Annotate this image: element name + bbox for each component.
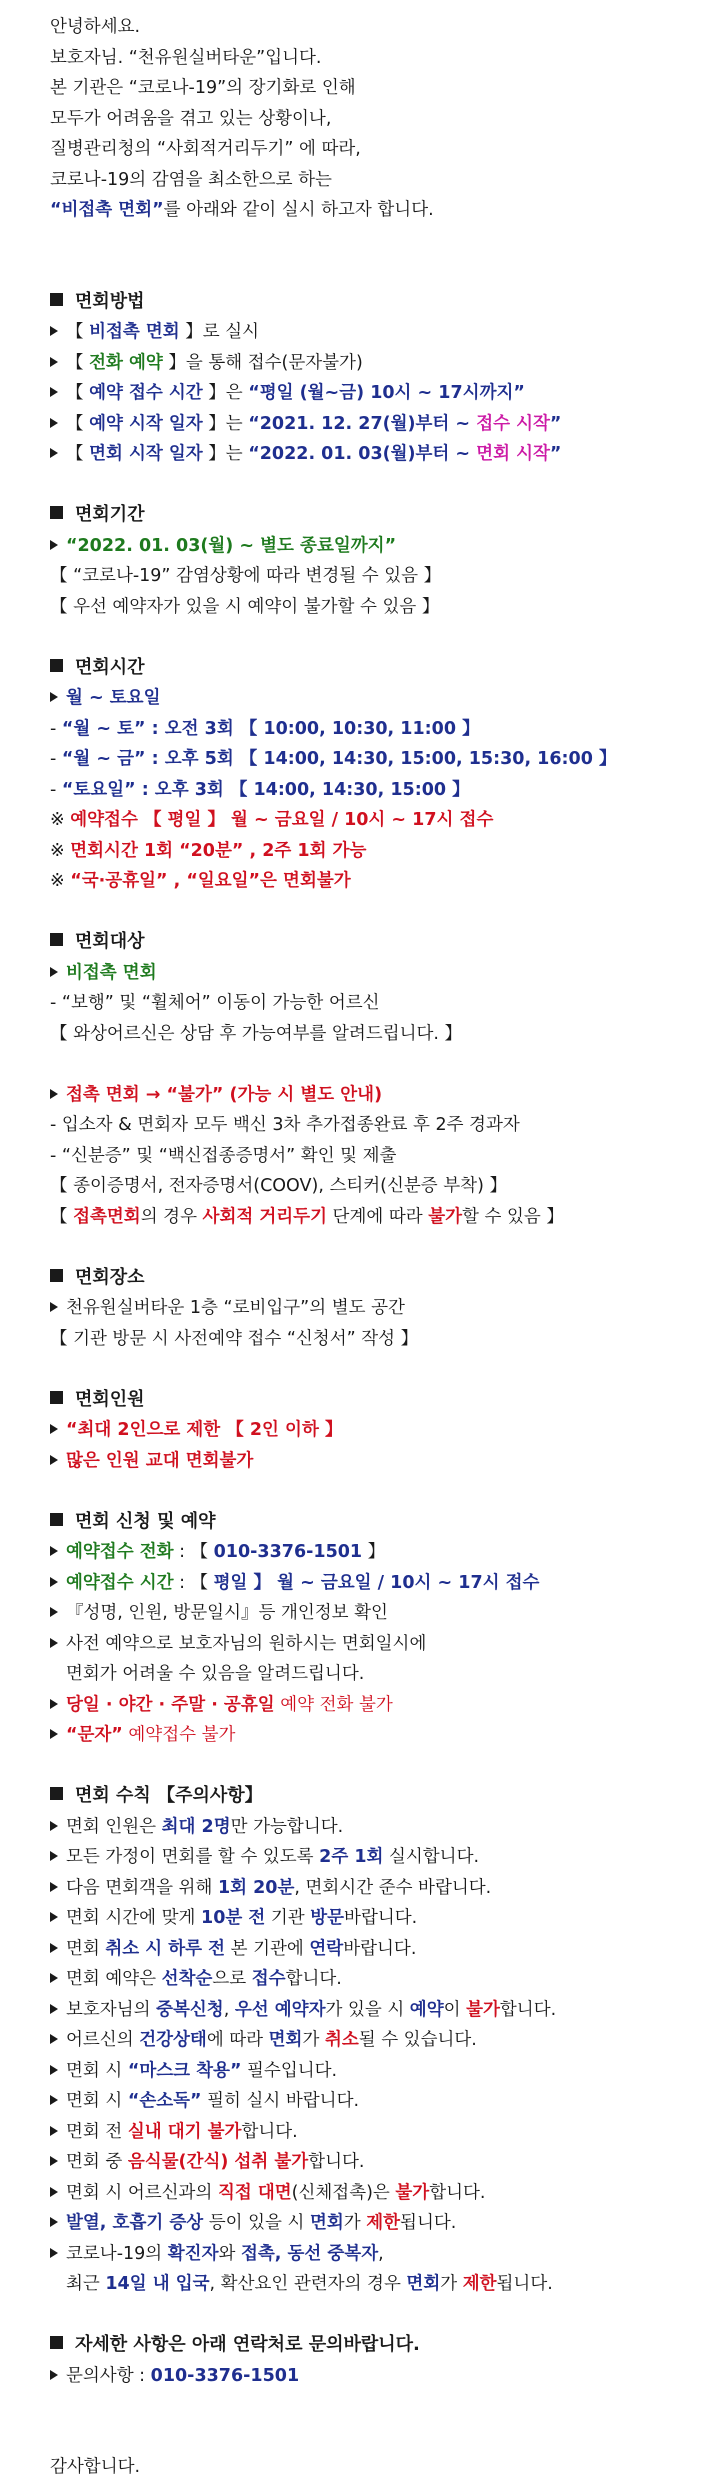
- text-segment: 예약 접수 시간: [89, 383, 203, 403]
- text-segment: “토요일” : 오후 3회 【 14:00, 14:30, 15:00 】: [61, 779, 470, 800]
- text-segment: 면회시간: [75, 656, 145, 678]
- text-line: [50, 1019, 710, 1050]
- text-segment: 등이 있을 시: [203, 2213, 310, 2233]
- text-line: [50, 592, 710, 623]
- text-segment: 면회 시간에 맞게: [66, 1908, 202, 1928]
- text-segment: 제한: [462, 2274, 497, 2294]
- text-segment: 【: [66, 383, 90, 403]
- triangle-bullet-icon: [50, 418, 58, 428]
- text-segment: 【: [66, 352, 90, 373]
- text-segment: “2022. 01. 03(월) ~ 별도 종료일까지”: [66, 535, 397, 556]
- blank-line: [50, 897, 710, 928]
- bullet-item: [50, 1598, 710, 1629]
- text-segment: 면회: [66, 1938, 106, 1959]
- text-segment: -: [50, 779, 62, 800]
- text-segment: 본 기관은 “코로나-19”의 장기화로 인해: [50, 78, 356, 98]
- square-bullet-icon: [50, 659, 63, 672]
- text-segment: 됩니다.: [400, 2213, 457, 2233]
- text-segment: 건강상태: [139, 2030, 207, 2050]
- triangle-bullet-icon: [50, 2095, 58, 2105]
- text-segment: 【 종이증명서, 전자증명서(COOV), 스티커(신분증 부착) 】: [50, 1176, 507, 1196]
- square-bullet-icon: [50, 1391, 63, 1404]
- text-segment: 합니다.: [285, 1969, 342, 1989]
- text-segment: 보호자님의: [66, 1999, 157, 2020]
- text-segment: 【: [66, 322, 90, 342]
- text-segment: 취소: [324, 2030, 359, 2050]
- text-segment: ※: [50, 810, 71, 830]
- text-segment: “2021. 12. 27(월)부터 ~: [248, 413, 477, 434]
- text-line: [50, 1141, 710, 1172]
- text-segment: 면회가 어려울 수 있음을 알려드립니다.: [66, 1664, 365, 1684]
- text-segment: 이: [443, 1999, 467, 2020]
- bullet-item: [50, 1934, 710, 1965]
- section-heading: [50, 500, 710, 531]
- bullet-item: [50, 2086, 710, 2117]
- text-segment: 확진자: [167, 2243, 219, 2264]
- blank-line: [50, 1049, 710, 1080]
- text-segment: “월 ~ 금” : 오후 5회 【 14:00, 14:30, 15:00, 15:30, 16:00 】: [61, 749, 617, 769]
- bullet-item: [50, 1629, 710, 1660]
- text-line: [50, 805, 710, 836]
- text-segment: 2주 1회: [319, 1847, 384, 1867]
- text-line: [50, 2269, 710, 2300]
- text-segment: 예약 전화 불가: [274, 1694, 393, 1715]
- text-segment: ”: [549, 413, 562, 434]
- text-segment: - “신분증” 및 “백신접종증명서” 확인 및 제출: [50, 1145, 397, 1166]
- text-segment: 【: [66, 444, 90, 464]
- text-segment: 비접촉 면회: [66, 962, 157, 983]
- text-segment: 【: [66, 413, 90, 434]
- triangle-bullet-icon: [50, 1851, 58, 1861]
- text-line: [50, 866, 710, 897]
- text-line: [50, 1202, 710, 1233]
- triangle-bullet-icon: [50, 2004, 58, 2014]
- triangle-bullet-icon: [50, 1302, 58, 1312]
- text-segment: 면회 시 어르신과의: [66, 2182, 218, 2203]
- text-segment: 최대 2명: [161, 1816, 231, 1837]
- text-segment: 면회 수칙 【주의사항】: [75, 1785, 263, 1806]
- triangle-bullet-icon: [50, 1882, 58, 1892]
- triangle-bullet-icon: [50, 1638, 58, 1648]
- triangle-bullet-icon: [50, 2370, 58, 2380]
- text-line: [50, 2452, 710, 2483]
- text-segment: 중복신청: [156, 1999, 224, 2020]
- section-heading: [50, 1781, 710, 1812]
- text-segment: 】은: [202, 383, 249, 403]
- text-segment: 14일 내 입국: [105, 2274, 210, 2294]
- text-segment: 음식물(간식) 섭취 불가: [127, 2152, 309, 2172]
- text-segment: 실내 대기 불가: [127, 2121, 242, 2142]
- triangle-bullet-icon: [50, 1973, 58, 1983]
- text-segment: -: [50, 718, 62, 739]
- text-segment: 방문: [310, 1908, 345, 1928]
- bullet-item: [50, 378, 710, 409]
- text-segment: 필수입니다.: [241, 2060, 338, 2081]
- text-segment: 가 있을 시: [325, 1999, 410, 2020]
- text-line: [50, 561, 710, 592]
- blank-line: [50, 470, 710, 501]
- text-segment: “비접촉 면회”: [50, 200, 164, 220]
- bullet-item: [50, 1903, 710, 1934]
- text-segment: 면회인원: [75, 1388, 145, 1410]
- text-segment: 면회기간: [75, 504, 145, 525]
- text-segment: 『성명, 인원, 방문일시』등 개인정보 확인: [66, 1603, 388, 1623]
- text-segment: 월 ~ 토요일: [66, 688, 161, 708]
- text-segment: 면회장소: [75, 1266, 145, 1288]
- text-segment: 1회 20분: [217, 1877, 295, 1898]
- text-segment: 됩니다.: [496, 2274, 553, 2294]
- bullet-item: [50, 1293, 710, 1324]
- blank-line: [50, 1354, 710, 1385]
- blank-line: [50, 622, 710, 653]
- text-segment: 예약접수 불가: [122, 1725, 236, 1745]
- text-segment: “손소독”: [127, 2091, 202, 2111]
- text-segment: 예약접수 전화: [66, 1542, 174, 1562]
- section-heading: [50, 927, 710, 958]
- text-segment: 우선 예약자: [234, 1999, 326, 2020]
- text-segment: 가: [302, 2030, 325, 2050]
- bullet-item: [50, 1995, 710, 2026]
- section-heading: [50, 653, 710, 684]
- square-bullet-icon: [50, 1513, 63, 1526]
- text-line: [50, 775, 710, 806]
- text-segment: 사전 예약으로 보호자님의 원하시는 면회일시에: [66, 1633, 427, 1654]
- text-segment: 면회 시작: [476, 444, 550, 464]
- triangle-bullet-icon: [50, 326, 58, 336]
- text-segment: “국·공휴일” , “일요일”은 면회불가: [70, 871, 351, 891]
- triangle-bullet-icon: [50, 1089, 58, 1099]
- triangle-bullet-icon: [50, 1455, 58, 1465]
- text-segment: 면회 인원은: [66, 1816, 162, 1837]
- bullet-item: [50, 2117, 710, 2148]
- blank-line: [50, 2391, 710, 2422]
- text-segment: 에 따라: [206, 2030, 269, 2050]
- text-line: [50, 744, 710, 775]
- text-segment: : 【: [173, 1572, 214, 1593]
- text-segment: 천유원실버타운 1층 “로비입구”의 별도 공간: [66, 1298, 405, 1318]
- text-segment: 불가: [395, 2182, 430, 2203]
- bullet-item: [50, 1537, 710, 1568]
- blank-line: [50, 1476, 710, 1507]
- text-segment: 면회시간 1회 “20분” , 2주 1회 가능: [70, 840, 367, 861]
- triangle-bullet-icon: [50, 2065, 58, 2075]
- blank-line: [50, 1232, 710, 1263]
- bullet-item: [50, 2208, 710, 2239]
- text-segment: “평일 (월~금) 10시 ~ 17시까지”: [248, 383, 525, 403]
- triangle-bullet-icon: [50, 1943, 58, 1953]
- text-line: [50, 1110, 710, 1141]
- blank-line: [50, 2422, 710, 2453]
- blank-line: [50, 226, 710, 257]
- text-segment: 할 수 있음 】: [462, 1206, 564, 1227]
- text-segment: 【: [50, 1206, 74, 1227]
- text-line: [50, 988, 710, 1019]
- text-segment: 면회 시: [66, 2091, 128, 2111]
- bullet-item: [50, 317, 710, 348]
- text-segment: 본 기관에: [225, 1938, 310, 1959]
- text-segment: 010-3376-1501: [150, 2365, 300, 2386]
- text-line: [50, 836, 710, 867]
- text-segment: 접수 시작: [476, 413, 550, 434]
- text-segment: 보호자님. “천유원실버타운”입니다.: [50, 47, 322, 68]
- text-segment: 선착순: [161, 1969, 213, 1989]
- text-segment: - “보행” 및 “휠체어” 이동이 가능한 어르신: [50, 993, 380, 1013]
- triangle-bullet-icon: [50, 1699, 58, 1709]
- text-segment: 】는: [202, 444, 249, 464]
- text-segment: 어르신의: [66, 2030, 140, 2050]
- section-heading: [50, 1507, 710, 1538]
- text-segment: 다음 면회객을 위해: [66, 1877, 218, 1898]
- bullet-item: [50, 1080, 710, 1111]
- text-segment: “최대 2인으로 제한 【 2인 이하 】: [66, 1420, 343, 1440]
- square-bullet-icon: [50, 1269, 63, 1282]
- text-segment: 예약 시작 일자: [89, 413, 203, 434]
- triangle-bullet-icon: [50, 2217, 58, 2227]
- text-segment: 면회 시: [66, 2060, 128, 2081]
- bullet-item: [50, 683, 710, 714]
- text-segment: 면회: [268, 2030, 303, 2050]
- text-segment: ,: [378, 2243, 384, 2264]
- text-segment: 【 와상어르신은 상담 후 가능여부를 알려드립니다. 】: [50, 1023, 463, 1044]
- text-segment: (신체접촉)은: [291, 2182, 396, 2203]
- text-segment: 자세한 사항은 아래 연락처로 문의바랍니다.: [75, 2334, 420, 2355]
- triangle-bullet-icon: [50, 1729, 58, 1739]
- triangle-bullet-icon: [50, 2187, 58, 2197]
- text-segment: 당일 · 야간 · 주말 · 공휴일: [66, 1694, 275, 1715]
- text-segment: 코로나-19의 감염을 최소한으로 하는: [50, 169, 332, 190]
- text-segment: 【 “코로나-19” 감염상황에 따라 변경될 수 있음 】: [50, 566, 442, 586]
- square-bullet-icon: [50, 933, 63, 946]
- text-segment: 를 아래와 같이 실시 하고자 합니다.: [163, 200, 434, 220]
- text-line: [50, 12, 710, 43]
- text-segment: 단계에 따라: [326, 1206, 429, 1227]
- text-segment: 면회 신청 및 예약: [75, 1510, 216, 1532]
- text-segment: 질병관리청의 “사회적거리두기” 에 따라,: [50, 139, 361, 159]
- bullet-item: [50, 2361, 710, 2392]
- text-segment: 접촉, 동선 중복자: [240, 2243, 379, 2264]
- bullet-item: [50, 1964, 710, 1995]
- text-segment: 취소 시 하루 전: [105, 1938, 226, 1959]
- text-line: [50, 714, 710, 745]
- text-segment: “문자”: [66, 1725, 123, 1745]
- text-segment: 직접 대면: [217, 2182, 292, 2203]
- text-segment: 면회: [406, 2274, 441, 2294]
- text-segment: 만 가능합니다.: [230, 1816, 344, 1837]
- text-segment: - 입소자 & 면회자 모두 백신 3차 추가접종완료 후 2주 경과자: [50, 1115, 520, 1135]
- text-segment: 가: [440, 2274, 463, 2294]
- text-segment: 가: [343, 2213, 367, 2233]
- notice-document: [50, 12, 710, 2483]
- bullet-item: [50, 1812, 710, 1843]
- text-segment: ※: [50, 871, 71, 891]
- text-segment: ,: [223, 1999, 235, 2020]
- triangle-bullet-icon: [50, 1424, 58, 1434]
- bullet-item: [50, 1415, 710, 1446]
- triangle-bullet-icon: [50, 387, 58, 397]
- text-line: [50, 1659, 710, 1690]
- text-segment: “월 ~ 토” : 오전 3회 【 10:00, 10:30, 11:00 】: [61, 718, 480, 739]
- text-segment: ※: [50, 840, 71, 861]
- triangle-bullet-icon: [50, 2248, 58, 2258]
- section-heading: [50, 287, 710, 318]
- text-segment: 실시합니다.: [383, 1847, 480, 1867]
- text-segment: 합니다.: [429, 2182, 486, 2203]
- text-segment: 전화 예약: [89, 352, 163, 373]
- triangle-bullet-icon: [50, 2126, 58, 2136]
- triangle-bullet-icon: [50, 2034, 58, 2044]
- text-segment: 제한: [366, 2213, 401, 2233]
- bullet-item: [50, 1842, 710, 1873]
- text-segment: 예약: [409, 1999, 444, 2020]
- text-segment: 면회방법: [75, 290, 145, 312]
- text-segment: 합니다.: [308, 2152, 365, 2172]
- bullet-item: [50, 2056, 710, 2087]
- square-bullet-icon: [50, 506, 63, 519]
- text-segment: 접촉 면회 → “불가” (가능 시 별도 안내): [66, 1084, 383, 1105]
- text-segment: 의 경우: [140, 1206, 203, 1227]
- text-segment: 와: [218, 2243, 241, 2264]
- text-segment: -: [50, 749, 62, 769]
- text-segment: 【 우선 예약자가 있을 시 예약이 불가할 수 있음 】: [50, 596, 440, 617]
- text-segment: : 【: [173, 1542, 214, 1562]
- triangle-bullet-icon: [50, 1821, 58, 1831]
- text-line: [50, 195, 710, 226]
- bullet-item: [50, 1873, 710, 1904]
- text-segment: 면회: [309, 2213, 344, 2233]
- triangle-bullet-icon: [50, 448, 58, 458]
- blank-line: [50, 1751, 710, 1782]
- triangle-bullet-icon: [50, 1607, 58, 1617]
- text-segment: 【 기관 방문 시 사전예약 접수 “신청서” 작성 】: [50, 1328, 419, 1349]
- triangle-bullet-icon: [50, 2156, 58, 2166]
- triangle-bullet-icon: [50, 1546, 58, 1556]
- bullet-item: [50, 531, 710, 562]
- triangle-bullet-icon: [50, 1577, 58, 1587]
- text-segment: 예약접수 시간: [66, 1572, 174, 1593]
- text-segment: 으로: [212, 1969, 252, 1989]
- text-line: [50, 1171, 710, 1202]
- bullet-item: [50, 409, 710, 440]
- bullet-item: [50, 1690, 710, 1721]
- text-segment: ”: [549, 444, 562, 464]
- text-line: [50, 43, 710, 74]
- bullet-item: [50, 2239, 710, 2270]
- text-segment: 합니다.: [499, 1999, 557, 2020]
- text-segment: 면회대상: [75, 931, 145, 952]
- text-segment: 코로나-19의: [66, 2243, 168, 2264]
- triangle-bullet-icon: [50, 692, 58, 702]
- text-segment: 】로 실시: [179, 322, 260, 342]
- text-segment: 필히 실시 바랍니다.: [201, 2091, 360, 2111]
- text-segment: “마스크 착용”: [127, 2060, 242, 2081]
- text-segment: 안녕하세요.: [50, 17, 141, 37]
- text-segment: 면회 전: [66, 2121, 128, 2142]
- text-line: [50, 1324, 710, 1355]
- text-segment: 】는: [202, 413, 249, 434]
- triangle-bullet-icon: [50, 540, 58, 550]
- text-segment: “2022. 01. 03(월)부터 ~: [248, 444, 477, 464]
- text-segment: 평일 】 월 ~ 금요일 / 10시 ~ 17시 접수: [213, 1572, 540, 1593]
- text-line: [50, 104, 710, 135]
- text-segment: 사회적 거리두기: [202, 1206, 327, 1227]
- triangle-bullet-icon: [50, 357, 58, 367]
- text-segment: 감사합니다.: [50, 2457, 141, 2477]
- blank-line: [50, 2300, 710, 2331]
- section-heading: [50, 1263, 710, 1294]
- text-segment: 바랍니다.: [343, 1938, 417, 1959]
- text-segment: 】을 통해 접수(문자불가): [162, 352, 363, 373]
- square-bullet-icon: [50, 1787, 63, 1800]
- text-line: [50, 73, 710, 104]
- text-segment: 문의사항 :: [66, 2365, 151, 2386]
- bullet-item: [50, 439, 710, 470]
- square-bullet-icon: [50, 2336, 63, 2349]
- bullet-item: [50, 2147, 710, 2178]
- text-segment: 】: [362, 1542, 386, 1562]
- text-segment: 모두가 어려움을 겪고 있는 상황이나,: [50, 108, 332, 129]
- text-segment: 기관: [265, 1908, 311, 1928]
- text-segment: 많은 인원 교대 면회불가: [66, 1450, 254, 1471]
- blank-line: [50, 256, 710, 287]
- text-segment: 합니다.: [241, 2121, 298, 2142]
- bullet-item: [50, 1446, 710, 1477]
- text-segment: 면회 예약은: [66, 1969, 162, 1989]
- text-segment: 010-3376-1501: [213, 1542, 363, 1562]
- text-segment: 접수: [251, 1969, 286, 1989]
- bullet-item: [50, 958, 710, 989]
- section-heading: [50, 2330, 710, 2361]
- text-segment: 예약접수 【 평일 】 월 ~ 금요일 / 10시 ~ 17시 접수: [70, 810, 494, 830]
- text-segment: , 확산요인 관련자의 경우: [209, 2274, 407, 2294]
- text-segment: 모든 가정이 면회를 할 수 있도록: [66, 1847, 320, 1867]
- bullet-item: [50, 2025, 710, 2056]
- section-heading: [50, 1385, 710, 1416]
- bullet-item: [50, 1568, 710, 1599]
- square-bullet-icon: [50, 293, 63, 306]
- text-segment: 불가: [466, 1999, 500, 2020]
- text-segment: 면회 시작 일자: [89, 444, 203, 464]
- text-segment: 바랍니다.: [344, 1908, 418, 1928]
- bullet-item: [50, 2178, 710, 2209]
- text-segment: 최근: [66, 2274, 106, 2294]
- text-segment: 비접촉 면회: [89, 322, 180, 342]
- text-segment: 면회 중: [66, 2152, 128, 2172]
- text-segment: 불가: [428, 1206, 463, 1227]
- text-segment: 될 수 있습니다.: [358, 2030, 477, 2050]
- text-segment: 10분 전: [201, 1908, 266, 1928]
- text-segment: 접촉면회: [73, 1206, 141, 1227]
- triangle-bullet-icon: [50, 1912, 58, 1922]
- text-segment: , 면회시간 준수 바랍니다.: [294, 1877, 492, 1898]
- text-line: [50, 134, 710, 165]
- bullet-item: [50, 348, 710, 379]
- text-line: [50, 165, 710, 196]
- bullet-item: [50, 1720, 710, 1751]
- text-segment: 연락: [309, 1938, 344, 1959]
- text-segment: 발열, 호흡기 증상: [66, 2213, 204, 2233]
- triangle-bullet-icon: [50, 967, 58, 977]
